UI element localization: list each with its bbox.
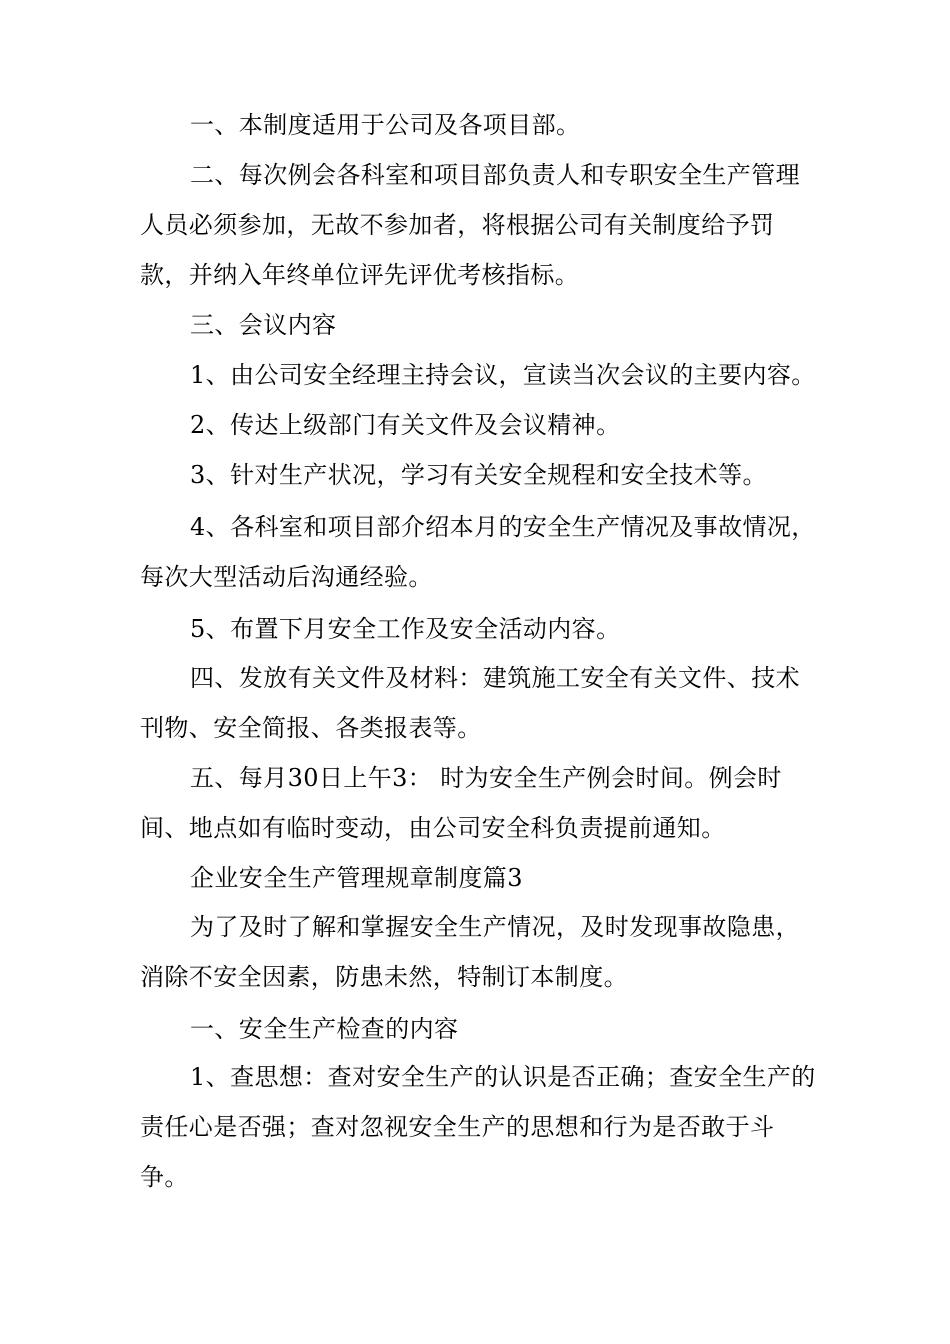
paragraph-attendance: 二、每次例会各科室和项目部负责人和专职安全生产管理人员必须参加，无故不参加者，将根据公司有关制度给予罚款，并纳入年终单位评先评优考核指标。 xyxy=(140,161,800,289)
paragraph-scope: 一、本制度适用于公司及各项目部。 xyxy=(190,111,581,139)
paragraph-inspection-heading: 一、安全生产检查的内容 xyxy=(190,1015,459,1043)
paragraph-item-2: 2、传达上级部门有关文件及会议精神。 xyxy=(190,411,621,439)
paragraph-purpose: 为了及时了解和掌握安全生产情况，及时发现事故隐患，消除不安全因素，防患未然，特制订本制度。 xyxy=(140,913,800,991)
section-title: 企业安全生产管理规章制度篇3 xyxy=(190,864,523,892)
paragraph-item-5: 5、布置下月安全工作及安全活动内容。 xyxy=(190,615,621,643)
paragraph-check-thinking: 1、查思想：查对安全生产的认识是否正确；查安全生产的责任心是否强；查对忽视安全生产的思想和行为是否敢于斗争。 xyxy=(140,1063,816,1191)
paragraph-documents: 四、发放有关文件及材料：建筑施工安全有关文件、技术刊物、安全简报、各类报表等。 xyxy=(140,664,800,742)
paragraph-item-4: 4、各科室和项目部介绍本月的安全生产情况及事故情况，每次大型活动后沟通经验。 xyxy=(140,513,816,591)
paragraph-item-3: 3、针对生产状况，学习有关安全规程和安全技术等。 xyxy=(190,461,767,489)
paragraph-meeting-content-heading: 三、会议内容 xyxy=(190,311,337,339)
paragraph-meeting-time: 五、每月30日上午3： 时为安全生产例会时间。例会时间、地点如有临时变动，由公司安全科负责提前通知。 xyxy=(140,764,782,842)
paragraph-item-1: 1、由公司安全经理主持会议，宣读当次会议的主要内容。 xyxy=(190,361,816,389)
